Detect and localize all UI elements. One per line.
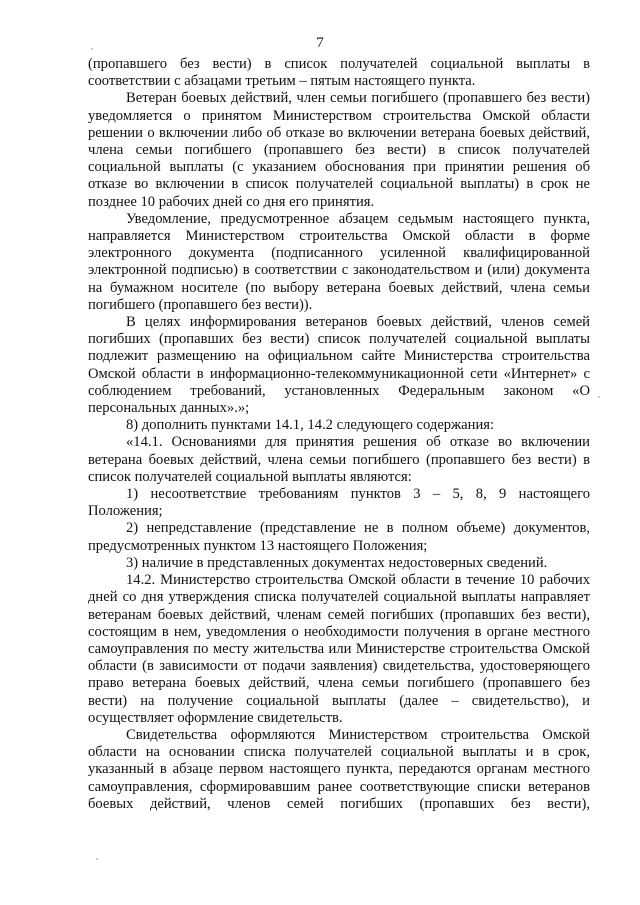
paragraph: (пропавшего без вести) в список получателей социальной выплаты в соответствии с абзацами третьим – пятым настоящего пункта. <box>88 56 590 90</box>
scan-speck <box>598 396 600 398</box>
paragraph: 3) наличие в представленных документах недостоверных сведений. <box>126 554 548 571</box>
paragraph: В целях информирования ветеранов боевых действий, членов семей погибших (пропавших без вести) список получателей социальной выплаты подлежит размещению на официальном сайте Министерства строительства Омской области в информационно-телекоммуникационной сети «Интернет» с соблюдением требований, установленных Федеральным законом «О персональных данных».»; <box>88 314 590 417</box>
paragraph: 2) непредставление (представление не в полном объеме) документов, предусмотренных пунктом 13 настоящего Положения; <box>88 520 590 554</box>
paragraph: Уведомление, предусмотренное абзацем седьмым настоящего пункта, направляется Министерством строительства Омской области в форме электронного документа (подписанного усиленной квалифицированной электронной подписью) в соответствии с законодательством и (или) документа на бумажном носителе (по выбору ветерана боевых действий, члена семьи погибшего (пропавшего без вести)). <box>88 210 590 313</box>
paragraph: 1) несоответствие требованиям пунктов 3 – 5, 8, 9 настоящего Положения; <box>88 486 590 520</box>
document-body <box>88 56 590 813</box>
paragraph: «14.1. Основаниями для принятия решения об отказе во включении ветерана боевых действий, члена семьи погибшего (пропавшего без вести) в список получателей социальной выплаты являются: <box>88 434 590 485</box>
paragraph: 8) дополнить пунктами 14.1, 14.2 следующего содержания: <box>126 417 495 434</box>
paragraph: Ветеран боевых действий, член семьи погибшего (пропавшего без вести) уведомляется о принятом Министерством строительства Омской области решении о включении либо об отказе во включении ветерана боевых действий, члена семьи погибшего (пропавшего без вести) в список получателей социальной выплаты (с указанием обоснования при принятии решения об отказе во включении в список получателей социальной выплаты) в срок не позднее 10 рабочих дней со дня его принятия. <box>88 90 590 210</box>
paragraph: 14.2. Министерство строительства Омской области в течение 10 рабочих дней со дня утверждения списка получателей социальной выплаты направляет ветеранам боевых действий, членам семей погибших (пропавших без вести), состоящим в нем, уведомления о необходимости получения в органе местного самоуправления по месту жительства или Министерстве строительства Омской области (в зависимости от подачи заявления) свидетельства, удостоверяющего право ветерана боевых действий, члена семьи погибшего (пропавшего без вести) на получение социальной выплаты (далее – свидетельство), и осуществляет оформление свидетельств. <box>88 572 590 726</box>
paragraph: Свидетельства оформляются Министерством строительства Омской области на основании списка получателей социальной выплаты и в срок, указанный в абзаце первом настоящего пункта, передаются органам местного самоуправления, сформировавшим ранее соответствующие списки ветеранов боевых действий, членов семей погибших (пропавших без вести), <box>88 726 590 812</box>
page-number: 7 <box>316 35 324 51</box>
scan-speck <box>96 858 98 860</box>
scan-speck <box>91 48 93 50</box>
